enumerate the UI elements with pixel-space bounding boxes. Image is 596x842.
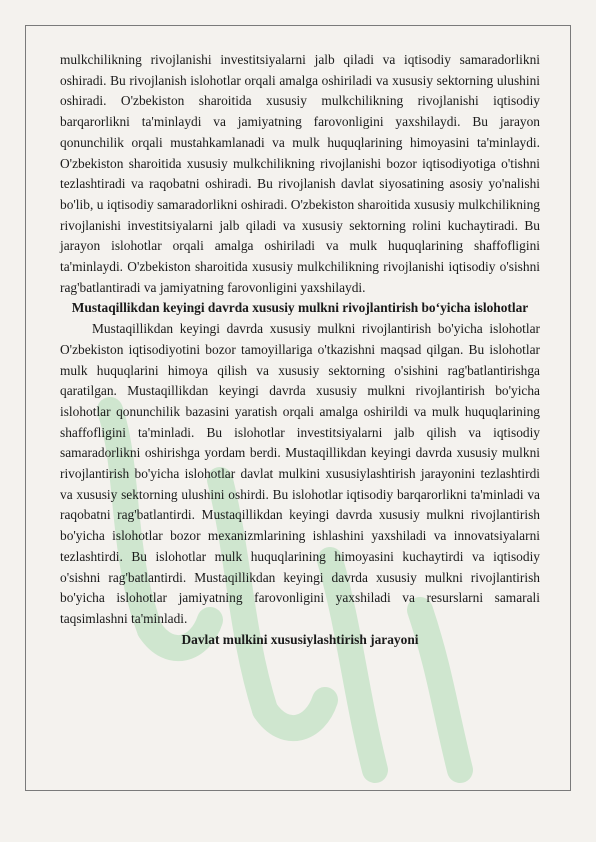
document-body [60, 50, 540, 650]
section-heading-reforms: Mustaqillikdan keyingi davrda xususiy mulkni rivojlantirish bo‘yicha islohotlar [71, 300, 529, 316]
section-heading-privatization: Davlat mulkini xususiylashtirish jarayoni [181, 631, 419, 647]
paragraph-reforms: Mustaqillikdan keyingi davrda xususiy mulkni rivojlantirish bo'yicha islohotlar O'zbekiston iqtisodiyotini bozor tamoyillariga o'tkazishni maqsad qilgan. Bu islohotlar mulk huquqlarini himoya qilish va xususiy sektorning o'sishini rag'batlantirishga qaratilgan. Mustaqillikdan keyingi davrda xususiy mulkni rivojlantirish bo'yicha islohotlar qonunchilik bazasini yaratish orqali amalga oshirildi va mulk huquqlarining shaffofligini ta'minladi. Bu islohotlar investitsiyalarni jalb qilish va iqtisodiy samaradorlikni oshirishga yordam berdi. Mustaqillikdan keyingi davrda xususiy mulkni rivojlantirish bo'yicha islohotlar davlat mulkini xususiylashtirish jarayonini tezlashtirdi va xususiy sektorning ulushini oshirdi. Bu islohotlar iqtisodiy barqarorlikni ta'minladi va raqobatni rag'batlantirdi. Mustaqillikdan keyingi davrda xususiy mulkni rivojlantirish bo'yicha islohotlar bozor mexanizmlarining ishlashini yaxshiladi va innovatsiyalarni tezlashtirdi. Bu islohotlar mulk huquqlarining himoyasini kuchaytirdi va iqtisodiy o'sishni rag'batlantirdi. Mustaqillikdan keyingi davrda xususiy mulkni rivojlantirish bo'yicha islohotlar jamiyatning farovonligini yaxshiladi va resurslarni samarali taqsimlashni ta'minladi. [60, 321, 540, 626]
paragraph-continued: mulkchilikning rivojlanishi investitsiyalarni jalb qiladi va iqtisodiy samaradorlikni oshiradi. Bu rivojlanish islohotlar orqali amalga oshiriladi va xususiy sektorning ulushini oshiradi. O'zbekiston sharoitida xususiy mulkchilikning rivojlanishi iqtisodiy barqarorlikni ta'minlaydi va jamiyatning farovonligini yaxshilaydi. Bu jarayon qonunchilik orqali mustahkamlanadi va mulk huquqlarining himoyasini ta'minlaydi. O'zbekiston sharoitida xususiy mulkchilikning rivojlanishi bozor iqtisodiyotiga o'tishni tezlashtiradi va raqobatni oshiradi. Bu rivojlanish davlat siyosatining asosiy yo'nalishi bo'lib, u iqtisodiy samaradorlikni oshiradi. O'zbekiston sharoitida xususiy mulkchilikning rivojlanishi investitsiyalarni jalb qiladi va xususiy sektorning rolini kuchaytiradi. Bu jarayon islohotlar orqali amalga oshiriladi va mulk huquqlarining shaffofligini ta'minlaydi. O'zbekiston sharoitida xususiy mulkchilikning rivojlanishi iqtisodiy o'sishni rag'batlantiradi va jamiyatning farovonligini yaxshilaydi. [60, 52, 540, 295]
